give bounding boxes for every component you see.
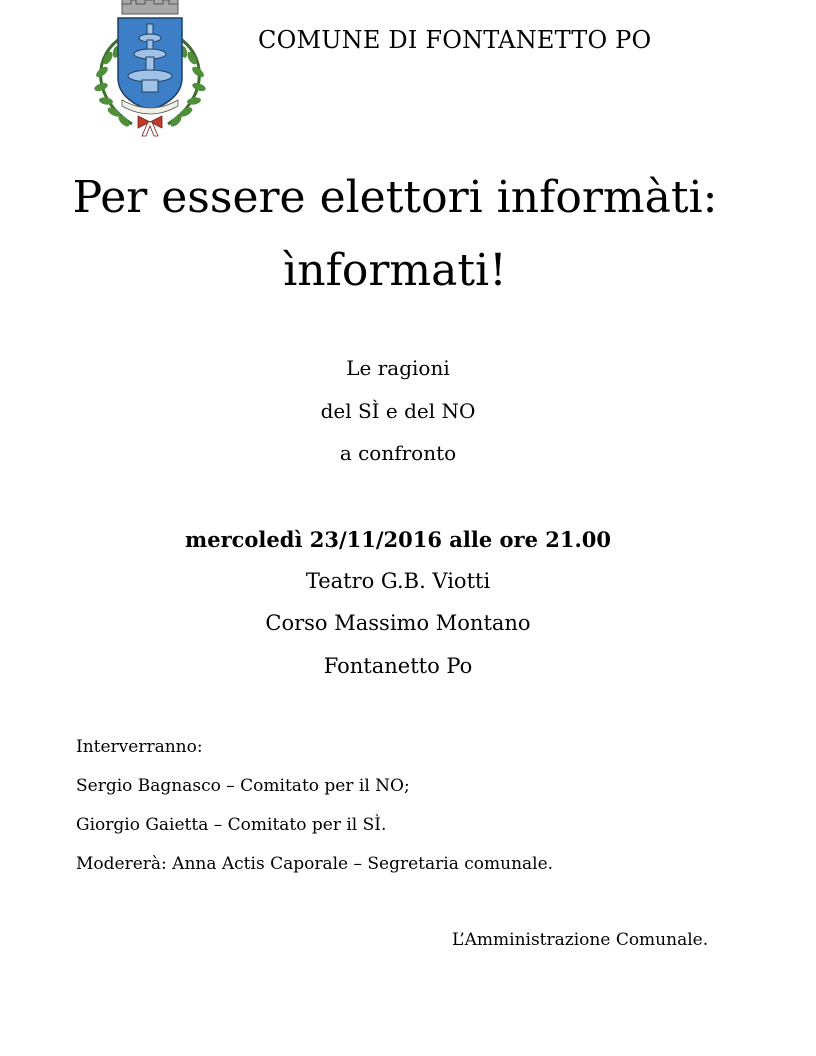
- speaker-item: Sergio Bagnasco – Comitato per il NO;: [76, 776, 410, 796]
- subtitle-line-2: del SÌ e del NO: [320, 399, 476, 423]
- municipality-title: COMUNE DI FONTANETTO PO: [258, 26, 652, 54]
- headline-line-1: Per essere elettori informàti:: [72, 172, 718, 223]
- subtitle-line-1: Le ragioni: [346, 356, 450, 380]
- speakers-heading: Interverranno:: [76, 737, 203, 757]
- municipal-coat-of-arms-icon: [92, 0, 208, 140]
- moderator-item: Modererà: Anna Actis Caporale – Segretaria comunale.: [76, 854, 554, 874]
- event-date-time: mercoledì 23/11/2016 alle ore 21.00: [184, 527, 612, 552]
- event-venue: Teatro G.B. Viotti: [305, 569, 491, 593]
- coat-of-arms-logo: [92, 0, 208, 140]
- speaker-item: Giorgio Gaietta – Comitato per il SÌ.: [76, 815, 387, 835]
- event-street: Corso Massimo Montano: [265, 611, 531, 635]
- subtitle-line-3: a confronto: [339, 441, 457, 465]
- signature: L’Amministrazione Comunale.: [452, 930, 709, 950]
- event-city: Fontanetto Po: [323, 654, 473, 678]
- headline-line-2: ìnformati!: [283, 245, 507, 296]
